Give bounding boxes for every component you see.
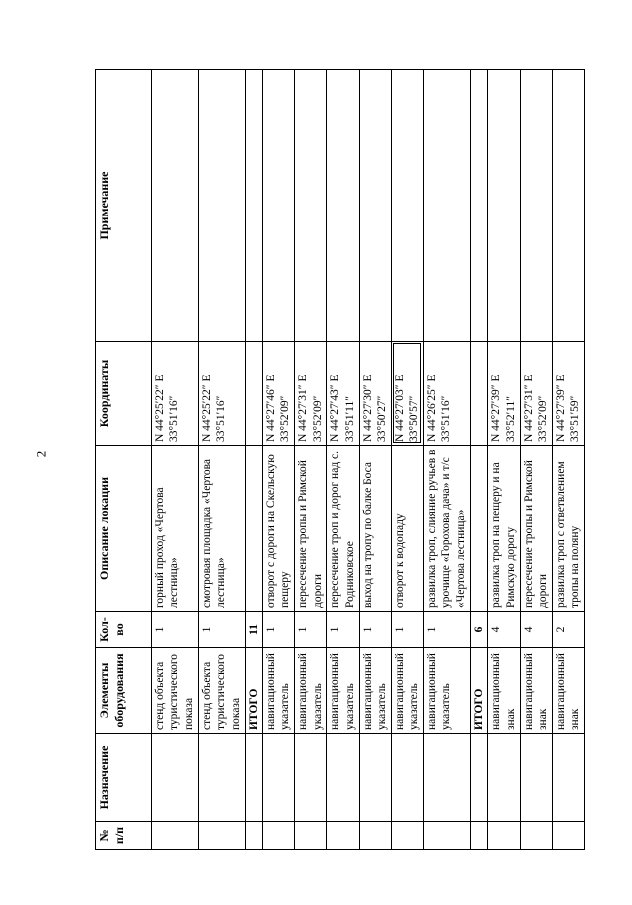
cell-note <box>152 70 199 342</box>
cell-description: развилка троп на пещеру и на Римскую дорогу <box>488 446 520 612</box>
equipment-table <box>95 69 585 850</box>
cell-num <box>198 822 245 850</box>
cell-qty: 1 <box>391 612 423 648</box>
cell-purpose <box>488 734 520 822</box>
cell-element: навигационный знак <box>520 648 552 734</box>
cell-note <box>423 70 470 342</box>
table-row <box>470 70 488 850</box>
cell-note <box>470 70 488 342</box>
cell-element: навигационный указатель <box>359 648 391 734</box>
cell-qty: 2 <box>552 612 584 648</box>
cell-element: навигационный указатель <box>423 648 470 734</box>
cell-element: стенд объекта туристического показа <box>198 648 245 734</box>
cell-element: навигационный указатель <box>327 648 359 734</box>
cell-purpose <box>423 734 470 822</box>
cell-coordinates: N 44°27′30″ E 33°50′27″ <box>359 342 391 446</box>
cell-description: отворот к водопаду <box>391 446 423 612</box>
cell-note <box>520 70 552 342</box>
header-elements: Элементы оборудования <box>96 648 152 734</box>
cell-purpose <box>359 734 391 822</box>
header-coordinates: Координаты <box>96 342 152 446</box>
cell-qty: 1 <box>423 612 470 648</box>
cell-qty: 11 <box>245 612 263 648</box>
cell-description: развилка троп, слияние ручьев в урочище «Горохова дача» и т/с «Чертова лестница» <box>423 446 470 612</box>
cell-description: выход на тропу по балке Боса <box>359 446 391 612</box>
table-header-row <box>96 70 152 850</box>
page-number: 2 <box>33 450 49 458</box>
cell-note <box>552 70 584 342</box>
table-row <box>245 70 263 850</box>
cell-description: пересечение тропы и Римской дороги <box>520 446 552 612</box>
cell-qty: 1 <box>359 612 391 648</box>
cell-description <box>245 446 263 612</box>
cell-element: навигационный знак <box>552 648 584 734</box>
cell-num <box>295 822 327 850</box>
cell-description: смотровая площадка «Чертова лестница» <box>198 446 245 612</box>
cell-num <box>552 822 584 850</box>
cell-element: навигационный указатель <box>295 648 327 734</box>
cell-description: пересечение троп и дорог над с. Родниковское <box>327 446 359 612</box>
header-num: № п/п <box>96 822 152 850</box>
table-row <box>423 70 470 850</box>
cell-num <box>327 822 359 850</box>
cell-purpose <box>470 734 488 822</box>
cell-num <box>488 822 520 850</box>
cell-description <box>470 446 488 612</box>
cell-coordinates: N 44°27′31″ E 33°52′09″ <box>520 342 552 446</box>
cell-num <box>470 822 488 850</box>
rotated-table-wrapper <box>95 70 585 850</box>
table-row <box>391 70 423 850</box>
cell-coordinates: N 44°25′22″ E 33°51′16″ <box>198 342 245 446</box>
cell-note <box>391 70 423 342</box>
cell-qty: 1 <box>198 612 245 648</box>
cell-note <box>198 70 245 342</box>
cell-note <box>245 70 263 342</box>
cell-qty: 1 <box>152 612 199 648</box>
cell-qty: 4 <box>488 612 520 648</box>
cell-coordinates: N 44°27′31″ E 33°52′09″ <box>295 342 327 446</box>
cell-description: пересечение тропы и Римской дороги <box>295 446 327 612</box>
cell-qty: 1 <box>295 612 327 648</box>
table-row <box>552 70 584 850</box>
cell-purpose <box>152 734 199 822</box>
cell-note <box>327 70 359 342</box>
cell-qty: 4 <box>520 612 552 648</box>
table-row <box>263 70 295 850</box>
cell-purpose <box>391 734 423 822</box>
cell-qty: 6 <box>470 612 488 648</box>
header-qty: Кол-во <box>96 612 152 648</box>
cell-element: ИТОГО <box>245 648 263 734</box>
table-row <box>152 70 199 850</box>
cell-coordinates: N 44°27′39″ E 33°52′11″ <box>488 342 520 446</box>
cell-note <box>359 70 391 342</box>
cell-purpose <box>198 734 245 822</box>
cell-description: отворот с дороги на Скельскую пещеру <box>263 446 295 612</box>
cell-purpose <box>295 734 327 822</box>
cell-coordinates: N 44°25′22″ E 33°51′16″ <box>152 342 199 446</box>
table-row <box>295 70 327 850</box>
cell-coordinates <box>470 342 488 446</box>
header-description: Описание локации <box>96 446 152 612</box>
cell-qty: 1 <box>263 612 295 648</box>
cell-element: навигационный знак <box>488 648 520 734</box>
cell-coordinates: N 44°27′03″ E 33°50′57″ <box>391 342 423 446</box>
cell-purpose <box>263 734 295 822</box>
table-row <box>359 70 391 850</box>
cell-element: навигационный указатель <box>263 648 295 734</box>
cell-num <box>423 822 470 850</box>
cell-element: стенд объекта туристического показа <box>152 648 199 734</box>
cell-note <box>488 70 520 342</box>
cell-num <box>359 822 391 850</box>
cell-description: развилка троп с ответвлением тропы на поляну <box>552 446 584 612</box>
cell-purpose <box>327 734 359 822</box>
cell-element: навигационный указатель <box>391 648 423 734</box>
table-row <box>488 70 520 850</box>
table-row <box>327 70 359 850</box>
cell-coordinates: N 44°27′43″ E 33°51′11″ <box>327 342 359 446</box>
cell-qty: 1 <box>327 612 359 648</box>
cell-coordinates <box>245 342 263 446</box>
table-row <box>198 70 245 850</box>
cell-purpose <box>245 734 263 822</box>
cell-num <box>263 822 295 850</box>
cell-description: горный проход «Чертова лестница» <box>152 446 199 612</box>
cell-num <box>245 822 263 850</box>
cell-coordinates: N 44°27′46″ E 33°52′09″ <box>263 342 295 446</box>
header-note: Примечание <box>96 70 152 342</box>
cell-purpose <box>520 734 552 822</box>
cell-note <box>263 70 295 342</box>
cell-element: ИТОГО <box>470 648 488 734</box>
cell-note <box>295 70 327 342</box>
cell-num <box>391 822 423 850</box>
cell-num <box>152 822 199 850</box>
header-purpose: Назначение <box>96 734 152 822</box>
cell-purpose <box>552 734 584 822</box>
cell-coordinates: N 44°27′39″ E 33°51′59″ <box>552 342 584 446</box>
table-row <box>520 70 552 850</box>
cell-num <box>520 822 552 850</box>
cell-coordinates: N 44°26′25″ E 33°51′16″ <box>423 342 470 446</box>
